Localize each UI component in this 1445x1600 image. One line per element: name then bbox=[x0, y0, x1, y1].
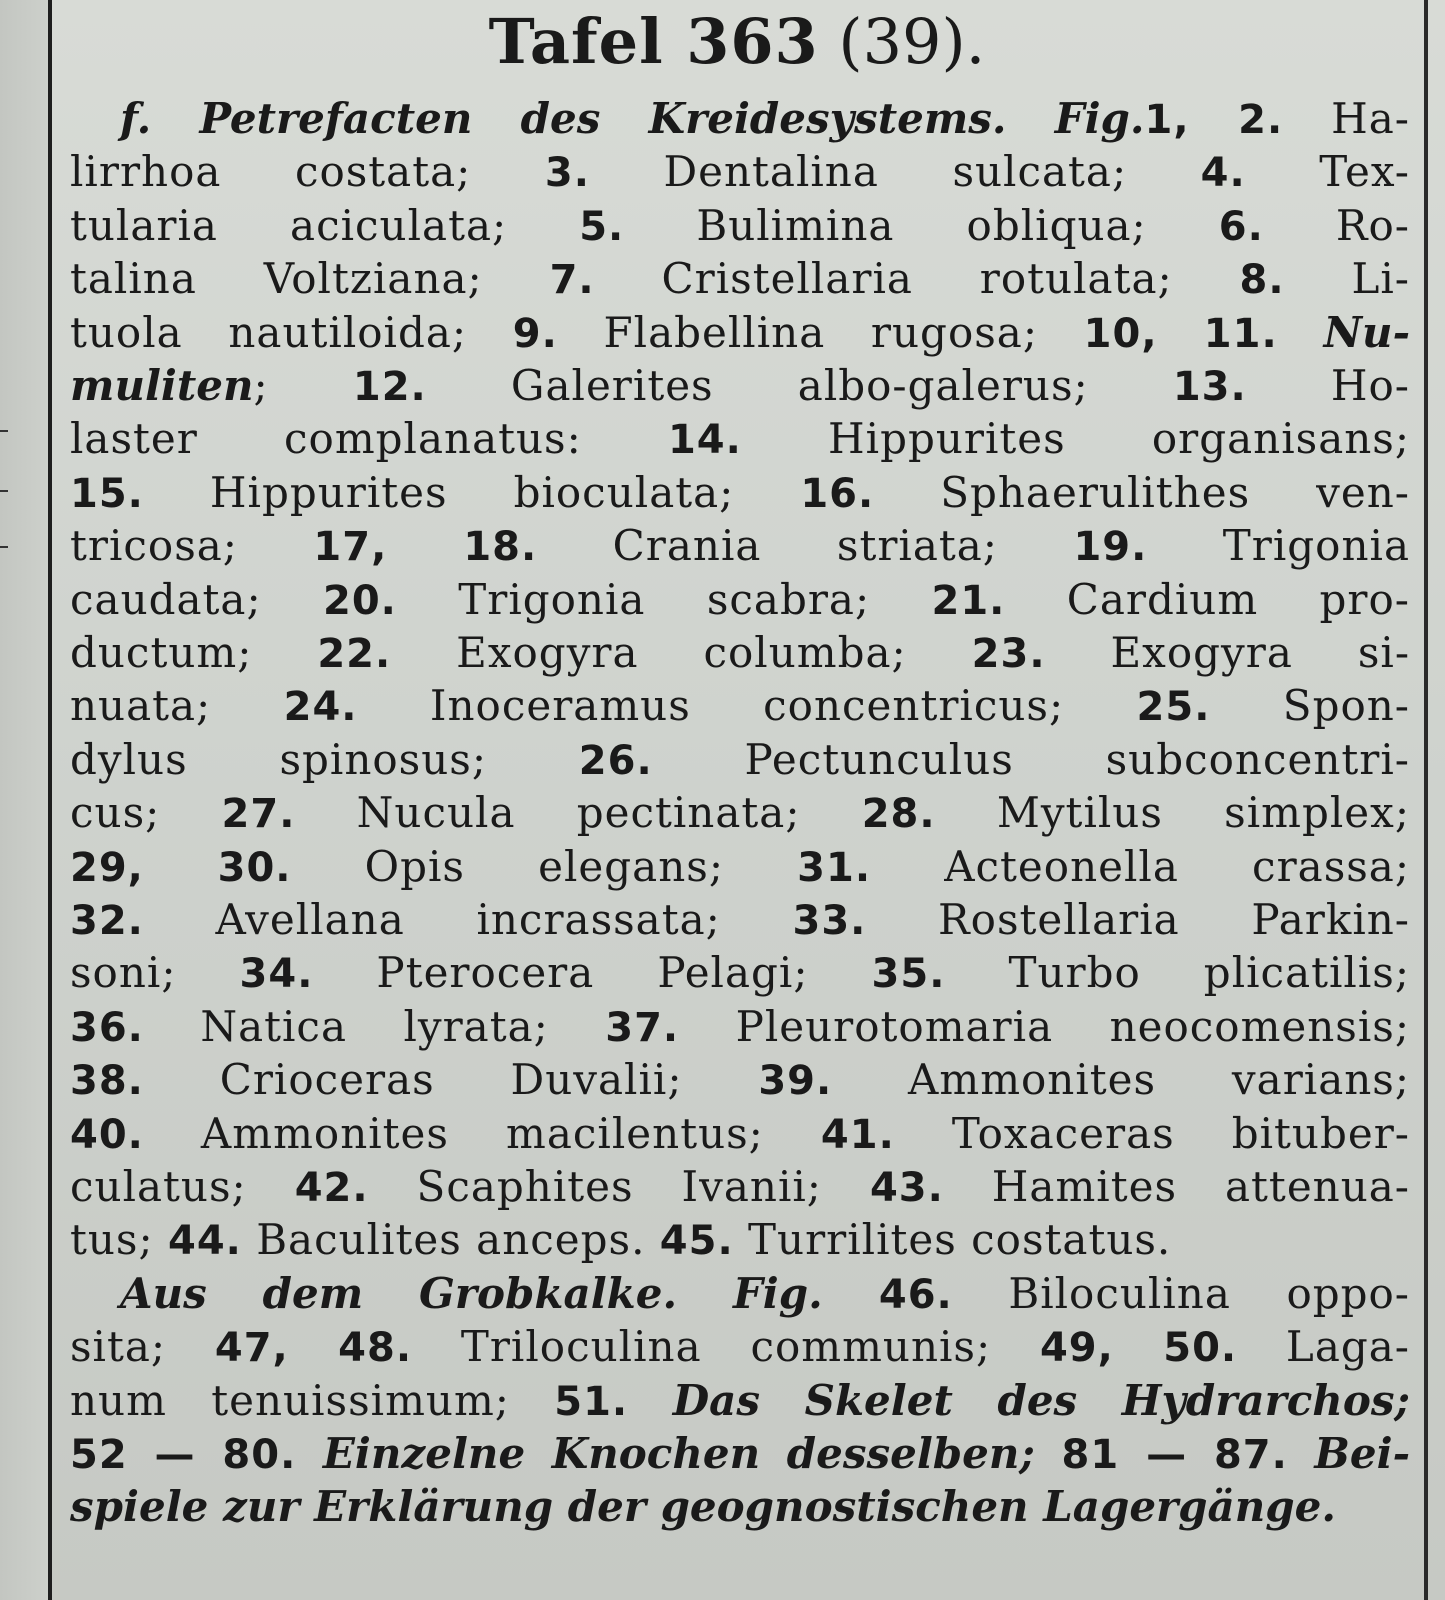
text-line bbox=[70, 519, 1410, 573]
species-text: Tex- bbox=[1245, 147, 1411, 197]
blackletter-text: spiele zur Erklärung der geognostischen Lagergänge. bbox=[70, 1482, 1337, 1532]
blackletter-text: Aus dem Grobkalke. Fig. bbox=[120, 1268, 823, 1318]
text-line bbox=[70, 786, 1410, 840]
species-text: Dentalina sulcata; bbox=[589, 147, 1201, 197]
figure-number: 24. bbox=[283, 684, 358, 731]
figure-number: 26. bbox=[578, 737, 653, 784]
species-text: Inoceramus concentricus; bbox=[357, 681, 1137, 731]
species-text: Cardium pro- bbox=[1005, 574, 1410, 624]
species-text: Spon- bbox=[1210, 681, 1410, 731]
figure-number: 1, 2. bbox=[1144, 97, 1284, 143]
figure-number: 51. bbox=[554, 1378, 629, 1425]
figure-number: 31. bbox=[797, 844, 872, 891]
figure-number: 27. bbox=[221, 791, 296, 838]
figure-number: 49, 50. bbox=[1039, 1325, 1238, 1372]
species-text: Rostellaria Parkin- bbox=[866, 895, 1410, 944]
text-line bbox=[70, 1053, 1410, 1107]
species-text: tricosa; bbox=[70, 521, 314, 571]
page-margin bbox=[0, 0, 48, 1600]
species-text: Exogyra si- bbox=[1045, 628, 1411, 677]
species-text: Exogyra columba; bbox=[391, 628, 972, 677]
margin-mark bbox=[0, 490, 8, 492]
species-text: Bulimina obliqua; bbox=[624, 200, 1219, 250]
species-text: culatus; bbox=[70, 1162, 295, 1211]
species-text: dylus spinosus; bbox=[70, 734, 579, 784]
figure-number: 52 — 80. bbox=[70, 1432, 297, 1478]
species-text: Ammonites varians; bbox=[832, 1055, 1410, 1105]
text-line bbox=[70, 1320, 1410, 1374]
figure-number: 25. bbox=[1136, 684, 1211, 731]
text-line bbox=[70, 679, 1410, 733]
species-text: Flabellina rugosa; bbox=[557, 307, 1084, 357]
species-text: Nucula pectinata; bbox=[295, 788, 862, 838]
figure-number: 37. bbox=[605, 1004, 680, 1051]
species-text: Ro- bbox=[1263, 200, 1410, 250]
species-text: talina Voltziana; bbox=[70, 254, 550, 304]
text-line bbox=[70, 573, 1410, 627]
species-text: Galerites albo-galerus; bbox=[426, 361, 1173, 410]
species-text: Ha- bbox=[1283, 94, 1410, 143]
blackletter-text: Das Skelet des Hydrarchos; bbox=[628, 1375, 1410, 1425]
species-text: Acteonella crassa; bbox=[871, 841, 1410, 891]
species-text: ductum; bbox=[70, 628, 318, 677]
figure-number: 44. bbox=[167, 1218, 242, 1265]
figure-number: 47, 48. bbox=[214, 1325, 413, 1372]
species-text: Trigonia bbox=[1147, 521, 1410, 571]
figure-number: 36. bbox=[70, 1004, 144, 1051]
figure-number: 41. bbox=[820, 1111, 895, 1158]
species-text: laster complanatus: bbox=[70, 414, 668, 464]
figure-number: 19. bbox=[1073, 524, 1148, 571]
species-text: Crioceras Duvalii; bbox=[143, 1055, 759, 1105]
figure-number: 35. bbox=[871, 951, 946, 998]
species-text: tularia aciculata; bbox=[70, 200, 580, 250]
species-text: Turrilites costatus. bbox=[733, 1215, 1172, 1265]
text-line bbox=[70, 1000, 1410, 1054]
text-line bbox=[70, 1160, 1410, 1214]
figure-number: 40. bbox=[70, 1111, 144, 1158]
text-line bbox=[70, 1267, 1410, 1321]
species-text: Trigonia scabra; bbox=[396, 574, 932, 624]
species-text: Cristellaria rotulata; bbox=[594, 254, 1240, 304]
species-text: num tenuissimum; bbox=[70, 1375, 555, 1425]
figure-number: 5. bbox=[579, 203, 625, 250]
figure-number: 7. bbox=[549, 257, 595, 304]
species-text: soni; bbox=[70, 948, 240, 998]
species-text: Scaphites Ivanii; bbox=[368, 1162, 870, 1211]
species-text: Pterocera Pelagi; bbox=[313, 948, 872, 998]
species-text: Pleurotomaria neocomensis; bbox=[679, 1001, 1410, 1051]
margin-mark bbox=[0, 546, 8, 548]
figure-number: 34. bbox=[239, 951, 314, 998]
margin-mark bbox=[0, 430, 8, 432]
species-text: sita; bbox=[70, 1322, 215, 1372]
text-line bbox=[70, 359, 1410, 413]
text-line bbox=[70, 946, 1410, 1000]
figure-number: 22. bbox=[317, 631, 392, 677]
species-text: Turbo plicatilis; bbox=[945, 948, 1410, 998]
figure-number: 28. bbox=[861, 791, 936, 838]
figure-number: 12. bbox=[352, 364, 427, 410]
species-text: Mytilus simplex; bbox=[935, 788, 1410, 838]
text-line bbox=[70, 626, 1410, 680]
species-text: Ho- bbox=[1246, 361, 1410, 410]
species-text: Laga- bbox=[1237, 1322, 1410, 1372]
text-line bbox=[70, 840, 1410, 894]
figure-number: 29, 30. bbox=[70, 844, 292, 891]
figure-number: 46. bbox=[822, 1271, 953, 1318]
text-line bbox=[70, 199, 1410, 253]
species-text: Hippurites bioculata; bbox=[143, 467, 801, 517]
species-text: lirrhoa costata; bbox=[70, 147, 545, 197]
species-text: nuata; bbox=[70, 681, 284, 731]
plate-description bbox=[62, 0, 1412, 1600]
blackletter-text: Bei- bbox=[1287, 1429, 1411, 1478]
text-line bbox=[70, 1427, 1410, 1481]
figure-number: 17, 18. bbox=[313, 524, 538, 571]
species-text: Ammonites macilentus; bbox=[143, 1108, 821, 1158]
species-text: tus; bbox=[70, 1215, 168, 1265]
figure-number: 21. bbox=[931, 577, 1006, 624]
blackletter-text: f. Petrefacten des Kreidesystems. Fig. bbox=[120, 94, 1145, 143]
figure-number: 10, 11. bbox=[1083, 310, 1278, 357]
figure-number: 43. bbox=[869, 1165, 944, 1211]
species-text: Li- bbox=[1284, 254, 1410, 304]
figure-number: 13. bbox=[1172, 364, 1247, 410]
species-text: Triloculina communis; bbox=[412, 1322, 1040, 1372]
figure-number: 39. bbox=[758, 1058, 833, 1105]
right-column-rule bbox=[1424, 0, 1428, 1600]
species-text: Hippurites organisans; bbox=[741, 414, 1410, 464]
species-text: Crania striata; bbox=[537, 521, 1074, 571]
text-line bbox=[70, 733, 1410, 787]
text-line bbox=[70, 145, 1410, 199]
figure-number: 3. bbox=[544, 150, 590, 197]
species-text: Hamites attenua- bbox=[943, 1162, 1411, 1211]
species-text: Baculites anceps. bbox=[241, 1215, 660, 1265]
figure-number: 8. bbox=[1239, 257, 1285, 304]
figure-number: 16. bbox=[800, 470, 875, 517]
species-text: cus; bbox=[70, 788, 222, 838]
figure-number: 42. bbox=[294, 1165, 369, 1211]
plate-title bbox=[62, 2, 1412, 82]
text-line bbox=[70, 252, 1410, 306]
species-text: Sphaerulithes ven- bbox=[874, 467, 1410, 517]
figure-number: 32. bbox=[70, 898, 144, 944]
species-text: Pectunculus subconcentri- bbox=[652, 734, 1410, 784]
text-line bbox=[70, 92, 1410, 146]
species-text: Biloculina oppo- bbox=[952, 1268, 1410, 1318]
text-line bbox=[70, 412, 1410, 466]
blackletter-text: muliten bbox=[70, 361, 254, 410]
text-line bbox=[70, 1374, 1410, 1428]
text-line bbox=[70, 1480, 1410, 1534]
text-line bbox=[70, 1213, 1410, 1267]
figure-number: 15. bbox=[70, 470, 144, 517]
figure-number: 23. bbox=[971, 631, 1046, 677]
figure-number: 6. bbox=[1218, 203, 1264, 250]
species-text: tuola nautiloida; bbox=[70, 307, 513, 357]
figure-number: 45. bbox=[659, 1218, 734, 1265]
figure-number: 4. bbox=[1200, 150, 1246, 197]
species-text: Toxaceras bituber- bbox=[894, 1108, 1410, 1158]
species-text: Natica lyrata; bbox=[143, 1001, 606, 1051]
species-text: ; bbox=[253, 361, 353, 410]
species-text: caudata; bbox=[70, 574, 323, 624]
left-column-rule bbox=[48, 0, 52, 1600]
figure-number: 33. bbox=[792, 898, 867, 944]
blackletter-text: Einzelne Knochen desselben; bbox=[296, 1429, 1062, 1478]
figure-number: 38. bbox=[70, 1058, 144, 1105]
text-line bbox=[70, 466, 1410, 520]
plate-title-number: (39). bbox=[838, 5, 986, 78]
species-text: Avellana incrassata; bbox=[143, 895, 793, 944]
figure-number: 14. bbox=[667, 417, 742, 464]
plate-title-label: Tafel 363 bbox=[488, 5, 819, 78]
species-text: Opis elegans; bbox=[291, 841, 798, 891]
figure-number: 20. bbox=[323, 577, 397, 624]
text-line bbox=[70, 893, 1410, 947]
text-line bbox=[70, 306, 1410, 360]
text-line bbox=[70, 1107, 1410, 1161]
figure-number: 81 — 87. bbox=[1061, 1432, 1288, 1478]
figure-number: 9. bbox=[512, 310, 558, 357]
blackletter-text: Nu- bbox=[1277, 307, 1410, 357]
